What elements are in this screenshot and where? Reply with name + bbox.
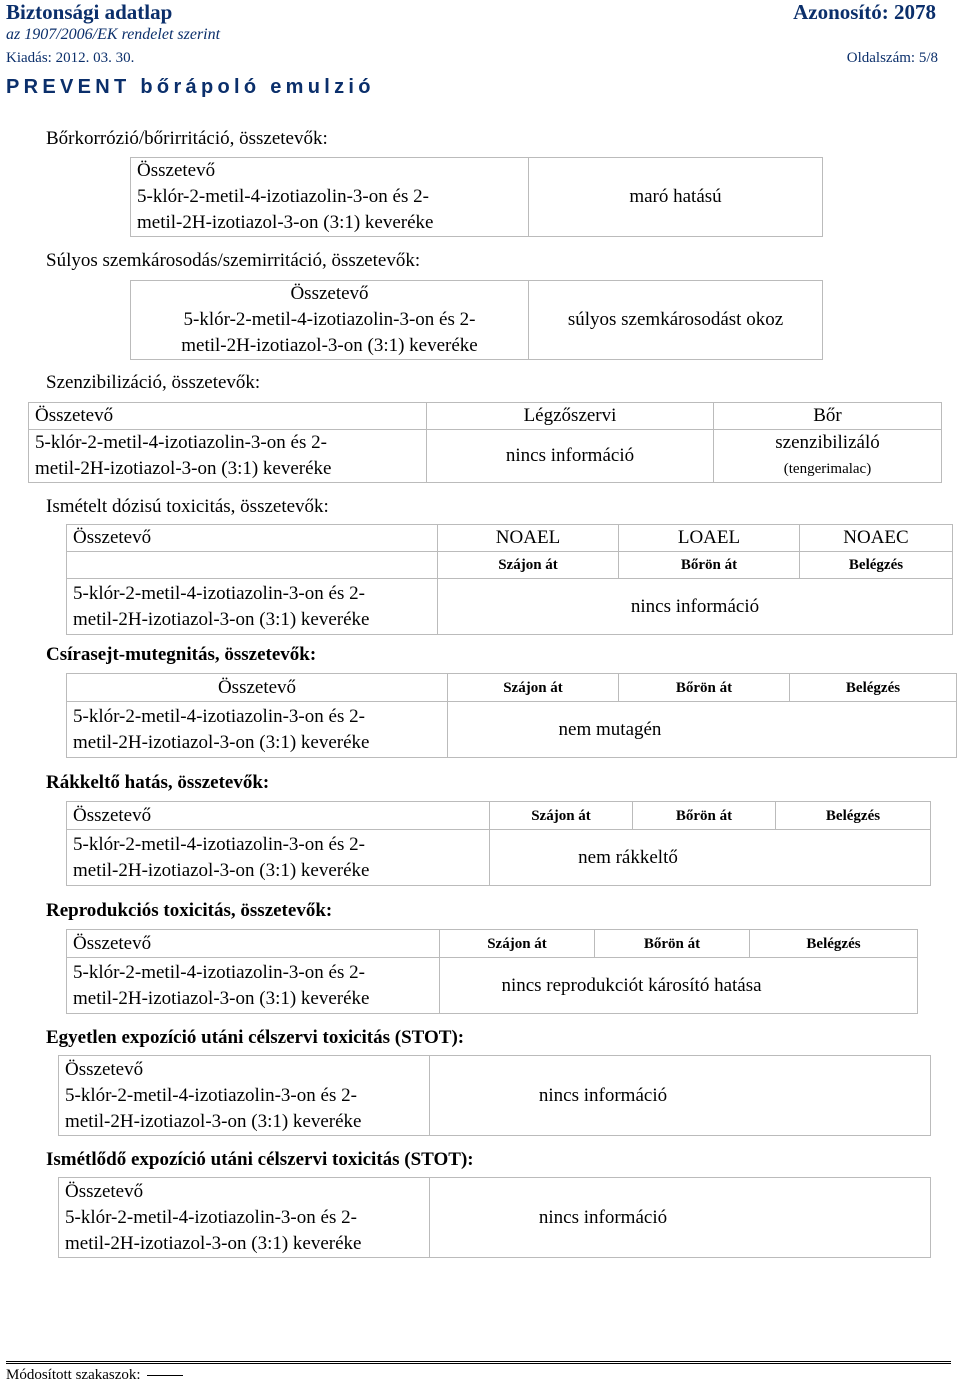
eye-damage-table <box>130 280 823 360</box>
sensitization-heading: Szenzibilizáció, összetevők: <box>46 372 261 393</box>
carcinogenicity-heading: Rákkeltő hatás, összetevők: <box>46 772 270 793</box>
substance-line1: 5-klór-2-metil-4-izotiazolin-3-on és 2- <box>137 186 429 207</box>
mutagenicity-value: nem mutagén <box>448 702 957 758</box>
mutagenicity-heading: Csírasejt-mutegnitás, összetevők: <box>46 644 317 665</box>
substance-line1: 5-klór-2-metil-4-izotiazolin-3-on és 2- <box>73 582 365 604</box>
substance-line2: metil-2H-izotiazol-3-on (3:1) keveréke <box>137 212 434 233</box>
substance-cell <box>67 958 440 1014</box>
modified-sections-line <box>147 1375 183 1376</box>
oral-header: Szájon át <box>448 674 619 702</box>
component-header: Összetevő <box>67 674 448 702</box>
substance-line2: metil-2H-izotiazol-3-on (3:1) keveréke <box>73 859 370 881</box>
dermal-header: Bőrön át <box>619 552 800 579</box>
product-name: PREVENT bőrápoló emulzió <box>6 76 375 98</box>
component-header: Összetevő <box>67 802 490 830</box>
reproductive-value: nincs reprodukciót károsító hatása <box>440 958 918 1014</box>
carcinogenicity-value: nem rákkeltő <box>490 830 931 886</box>
component-header: Összetevő <box>29 403 427 430</box>
footer-divider <box>6 1361 951 1364</box>
document-id: Azonosító: 2078 <box>793 0 936 24</box>
substance-line1: 5-klór-2-metil-4-izotiazolin-3-on és 2- <box>65 1084 357 1106</box>
substance-line1: 5-klór-2-metil-4-izotiazolin-3-on és 2- <box>73 961 365 983</box>
substance-line2: metil-2H-izotiazol-3-on (3:1) keveréke <box>65 1110 362 1132</box>
eye-damage-value: súlyos szemkárosodást okoz <box>529 281 823 360</box>
substance-cell <box>67 579 438 635</box>
stot-repeated-table <box>58 1177 931 1258</box>
component-label: Összetevő <box>137 160 216 181</box>
noaec-header: NOAEC <box>800 525 953 552</box>
inhalation-header: Belégzés <box>790 674 957 702</box>
inhalation-header: Belégzés <box>800 552 953 579</box>
substance-line2: metil-2H-izotiazol-3-on (3:1) keveréke <box>181 335 478 356</box>
substance-line2: metil-2H-izotiazol-3-on (3:1) keveréke <box>73 987 370 1009</box>
oral-header: Szájon át <box>438 552 619 579</box>
dermal-header: Bőrön át <box>595 930 750 958</box>
empty-cell <box>67 552 438 579</box>
stot-repeated-heading: Ismétlődő expozíció utáni célszervi toxicitás (STOT): <box>46 1149 474 1170</box>
reproductive-table <box>66 929 918 1014</box>
loael-header: LOAEL <box>619 525 800 552</box>
repeated-dose-value: nincs információ <box>438 579 953 635</box>
modified-sections-label: Módosított szakaszok: <box>6 1367 141 1383</box>
substance-line2: metil-2H-izotiazol-3-on (3:1) keveréke <box>73 608 370 630</box>
carcinogenicity-table <box>66 801 931 886</box>
stot-single-heading: Egyetlen expozíció utáni célszervi toxicitás (STOT): <box>46 1027 465 1048</box>
substance-line2: metil-2H-izotiazol-3-on (3:1) keveréke <box>65 1232 362 1254</box>
substance-line2: metil-2H-izotiazol-3-on (3:1) keveréke <box>73 731 370 753</box>
document-title: Biztonsági adatlap <box>6 0 173 24</box>
reproductive-heading: Reprodukciós toxicitás, összetevők: <box>46 900 333 921</box>
component-label: Összetevő <box>65 1180 144 1202</box>
stot-single-table <box>58 1055 931 1136</box>
eye-damage-heading: Súlyos szemkárosodás/szemirritáció, összetevők: <box>46 250 421 271</box>
respiratory-header: Légzőszervi <box>427 403 714 430</box>
inhalation-header: Belégzés <box>776 802 931 830</box>
component-label: Összetevő <box>65 1058 144 1080</box>
skin-corrosion-heading: Bőrkorrózió/bőrirritáció, összetevők: <box>46 128 328 149</box>
page-number: Oldalszám: 5/8 <box>846 50 938 66</box>
stot-repeated-value: nincs információ <box>430 1178 931 1258</box>
substance-cell <box>67 702 448 758</box>
footer <box>6 1367 183 1384</box>
skin-header: Bőr <box>714 403 942 430</box>
component-cell <box>59 1178 430 1258</box>
oral-header: Szájon át <box>440 930 595 958</box>
substance-line1: 5-klór-2-metil-4-izotiazolin-3-on és 2- <box>183 309 476 330</box>
noael-header: NOAEL <box>438 525 619 552</box>
mutagenicity-table <box>66 673 957 758</box>
skin-note: (tengerimalac) <box>783 461 872 477</box>
substance-line1: 5-klór-2-metil-4-izotiazolin-3-on és 2- <box>35 432 327 453</box>
substance-line2: metil-2H-izotiazol-3-on (3:1) keveréke <box>35 458 332 479</box>
repeated-dose-heading: Ismételt dózisú toxicitás, összetevők: <box>46 496 329 517</box>
component-cell <box>59 1056 430 1136</box>
issue-date: Kiadás: 2012. 03. 30. <box>6 50 135 66</box>
skin-corrosion-table <box>130 157 823 237</box>
component-cell <box>131 158 529 237</box>
component-header: Összetevő <box>67 525 438 552</box>
component-label: Összetevő <box>290 283 369 304</box>
oral-header: Szájon át <box>490 802 633 830</box>
component-cell <box>131 281 529 360</box>
stot-single-value: nincs információ <box>430 1056 931 1136</box>
substance-line1: 5-klór-2-metil-4-izotiazolin-3-on és 2- <box>65 1206 357 1228</box>
substance-line1: 5-klór-2-metil-4-izotiazolin-3-on és 2- <box>73 833 365 855</box>
repeated-dose-table <box>66 524 953 635</box>
skin-corrosion-value: maró hatású <box>529 158 823 237</box>
sensitization-table <box>28 402 942 483</box>
regulation-note: az 1907/2006/EK rendelet szerint <box>6 26 221 43</box>
component-header: Összetevő <box>67 930 440 958</box>
inhalation-header: Belégzés <box>750 930 918 958</box>
dermal-header: Bőrön át <box>619 674 790 702</box>
respiratory-value: nincs információ <box>427 430 714 483</box>
skin-value-cell <box>714 430 942 483</box>
substance-cell <box>67 830 490 886</box>
substance-cell <box>29 430 427 483</box>
dermal-header: Bőrön át <box>633 802 776 830</box>
skin-value: szenzibilizáló <box>775 432 880 453</box>
substance-line1: 5-klór-2-metil-4-izotiazolin-3-on és 2- <box>73 705 365 727</box>
